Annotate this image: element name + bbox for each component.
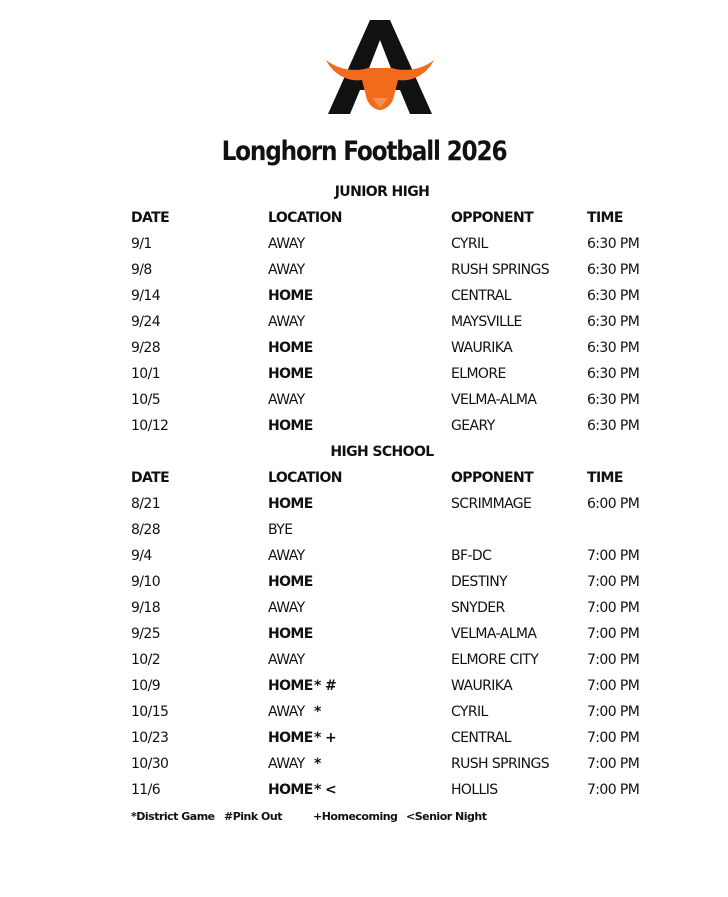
header-time: TIME (587, 210, 623, 226)
column-headers (0, 210, 728, 234)
game-location: HOME (268, 340, 313, 356)
game-time: 7:00 PM (587, 756, 640, 772)
game-time: 7:00 PM (587, 730, 640, 746)
game-date: 11/6 (131, 782, 161, 798)
game-row (0, 704, 728, 728)
game-row (0, 782, 728, 806)
game-location: AWAY (268, 314, 305, 330)
game-date: 10/23 (131, 730, 169, 746)
header-date: DATE (131, 210, 170, 226)
game-row (0, 262, 728, 286)
game-row (0, 340, 728, 364)
game-row (0, 548, 728, 572)
game-time: 7:00 PM (587, 548, 640, 564)
game-location: AWAY (268, 262, 305, 278)
game-opponent: SCRIMMAGE (451, 496, 532, 512)
game-row (0, 652, 728, 676)
school-logo (322, 18, 438, 118)
game-date: 10/5 (131, 392, 161, 408)
game-location: AWAY (268, 548, 305, 564)
game-opponent: ELMORE CITY (451, 652, 539, 668)
game-row (0, 600, 728, 624)
game-note: * < (314, 782, 337, 798)
game-note: * (314, 756, 321, 772)
game-date: 9/8 (131, 262, 152, 278)
game-location: HOME (268, 626, 313, 642)
game-location: HOME (268, 782, 313, 798)
game-note: * + (314, 730, 337, 746)
game-row (0, 522, 728, 546)
game-row (0, 574, 728, 598)
game-location: HOME (268, 288, 313, 304)
game-opponent: BF-DC (451, 548, 492, 564)
game-time: 7:00 PM (587, 626, 640, 642)
game-opponent: MAYSVILLE (451, 314, 522, 330)
game-date: 9/18 (131, 600, 161, 616)
game-opponent: WAURIKA (451, 678, 513, 694)
game-location: BYE (268, 522, 293, 538)
game-opponent: DESTINY (451, 574, 508, 590)
junior-high-title: JUNIOR HIGH (334, 184, 430, 200)
column-headers (0, 470, 728, 494)
game-opponent: GEARY (451, 418, 495, 434)
game-time: 7:00 PM (587, 574, 640, 590)
game-location: HOME (268, 496, 313, 512)
game-time: 6:30 PM (587, 340, 640, 356)
game-opponent: ELMORE (451, 366, 506, 382)
game-location: AWAY (268, 652, 305, 668)
game-date: 10/1 (131, 366, 161, 382)
game-time: 6:30 PM (587, 288, 640, 304)
header-date: DATE (131, 470, 170, 486)
game-row (0, 756, 728, 780)
header-opponent: OPPONENT (451, 470, 534, 486)
game-date: 9/25 (131, 626, 161, 642)
game-time: 7:00 PM (587, 704, 640, 720)
game-row (0, 496, 728, 520)
game-row (0, 288, 728, 312)
game-date: 9/1 (131, 236, 152, 252)
game-row (0, 392, 728, 416)
game-opponent: CYRIL (451, 704, 488, 720)
game-time: 6:00 PM (587, 496, 640, 512)
page-title: Longhorn Football 2026 (221, 136, 507, 167)
game-location: AWAY (268, 600, 305, 616)
game-row (0, 236, 728, 260)
game-opponent: VELMA-ALMA (451, 392, 537, 408)
game-date: 10/9 (131, 678, 161, 694)
game-time: 7:00 PM (587, 652, 640, 668)
game-date: 10/15 (131, 704, 169, 720)
game-opponent: VELMA-ALMA (451, 626, 537, 642)
game-opponent: CENTRAL (451, 730, 511, 746)
game-time: 6:30 PM (587, 418, 640, 434)
header-opponent: OPPONENT (451, 210, 534, 226)
game-time: 6:30 PM (587, 392, 640, 408)
game-note: * (314, 704, 321, 720)
game-row (0, 678, 728, 702)
game-time: 7:00 PM (587, 600, 640, 616)
header-location: LOCATION (268, 470, 342, 486)
game-location: HOME (268, 574, 313, 590)
game-date: 9/10 (131, 574, 161, 590)
game-time: 6:30 PM (587, 366, 640, 382)
game-opponent: RUSH SPRINGS (451, 262, 550, 278)
game-note: * # (314, 678, 337, 694)
game-location: AWAY (268, 756, 305, 772)
game-time: 7:00 PM (587, 782, 640, 798)
game-time: 6:30 PM (587, 262, 640, 278)
legend-senior-night: <Senior Night (406, 810, 487, 823)
game-opponent: CENTRAL (451, 288, 511, 304)
legend-district-game: *District Game (131, 810, 215, 823)
game-time: 6:30 PM (587, 314, 640, 330)
game-date: 10/2 (131, 652, 161, 668)
game-location: AWAY (268, 236, 305, 252)
game-location: HOME (268, 730, 313, 746)
high-school-title: HIGH SCHOOL (330, 444, 434, 460)
game-opponent: HOLLIS (451, 782, 498, 798)
legend-pink-out: #Pink Out (224, 810, 282, 823)
game-date: 8/21 (131, 496, 161, 512)
game-row (0, 418, 728, 442)
game-time: 7:00 PM (587, 678, 640, 694)
game-row (0, 730, 728, 754)
game-opponent: WAURIKA (451, 340, 513, 356)
game-row (0, 626, 728, 650)
game-location: HOME (268, 366, 313, 382)
game-location: AWAY (268, 704, 305, 720)
game-row (0, 366, 728, 390)
game-time: 6:30 PM (587, 236, 640, 252)
game-date: 10/12 (131, 418, 169, 434)
game-date: 9/14 (131, 288, 161, 304)
game-opponent: CYRIL (451, 236, 488, 252)
game-date: 9/4 (131, 548, 152, 564)
game-location: HOME (268, 678, 313, 694)
game-location: HOME (268, 418, 313, 434)
game-date: 9/28 (131, 340, 161, 356)
game-date: 9/24 (131, 314, 161, 330)
game-date: 8/28 (131, 522, 161, 538)
game-row (0, 314, 728, 338)
legend-homecoming: +Homecoming (313, 810, 398, 823)
header-location: LOCATION (268, 210, 342, 226)
game-opponent: RUSH SPRINGS (451, 756, 550, 772)
header-time: TIME (587, 470, 623, 486)
game-location: AWAY (268, 392, 305, 408)
game-date: 10/30 (131, 756, 169, 772)
game-opponent: SNYDER (451, 600, 505, 616)
